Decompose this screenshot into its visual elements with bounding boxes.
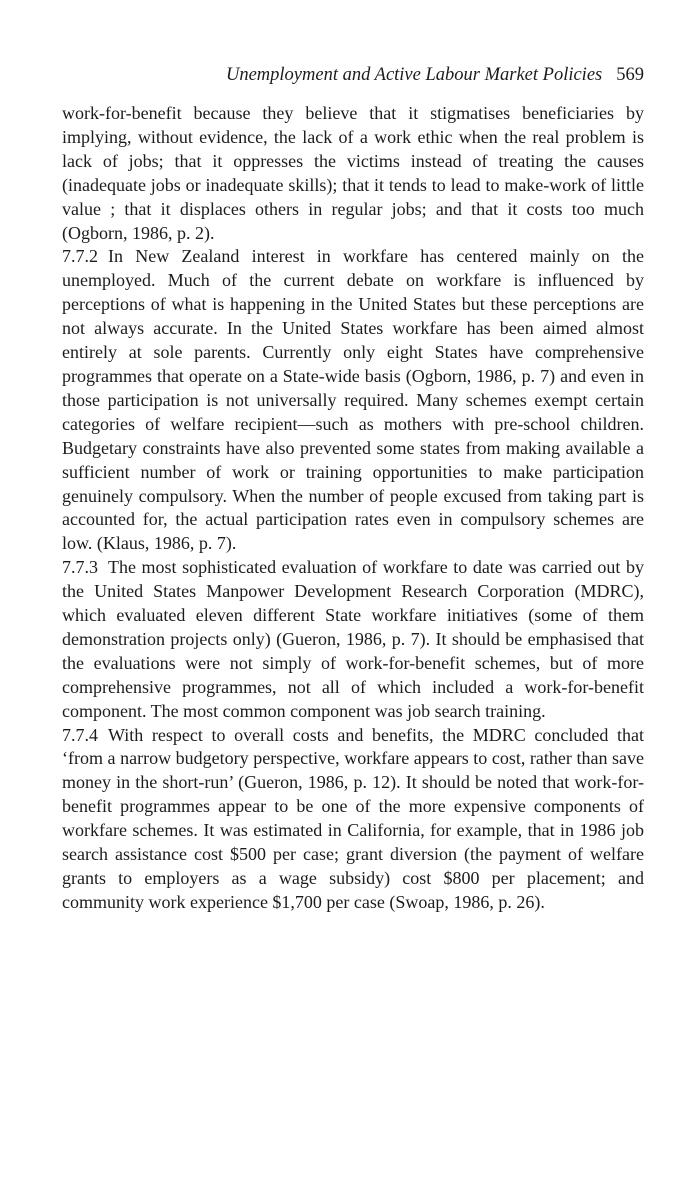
paragraph-7-7-2	[62, 245, 644, 556]
paragraph-number: 7.7.2	[62, 246, 98, 267]
running-head-title: Unemployment and Active Labour Market Policies	[225, 65, 603, 85]
running-head	[62, 62, 644, 88]
paragraph-number: 7.7.4	[62, 724, 98, 745]
paragraph-number: 7.7.3	[62, 557, 98, 578]
book-page	[62, 62, 644, 915]
paragraph-7-7-3	[62, 556, 644, 723]
page-number: 569	[616, 65, 644, 85]
paragraph-continued	[62, 102, 644, 245]
paragraph-7-7-4	[62, 724, 644, 915]
body-text	[62, 102, 644, 915]
paragraph-text: work-for-benefit because they believe that it stigmatises beneficiaries by implying, without evidence, the lack of a work ethic when the real problem is lack of jobs; that it oppresses the victims instead of treating the causes (inadequate jobs or inadequate skills); that it tends to lead to make-work of little value ; that it displaces others in regular jobs; and that it costs too much (Ogborn, 1986, p. 2).	[62, 103, 644, 243]
paragraph-text: With respect to overall costs and benefits, the MDRC concluded that ‘from a narrow budgetory perspective, workfare appears to cost, rather than save money in the short-run’ (Gueron, 1986, p. 12). It should be noted that work-for-benefit programmes appear to be one of the more expensive components of workfare schemes. It was estimated in California, for example, that in 1986 job search assistance cost $500 per case; grant diversion (the payment of welfare grants to employers as a wage subsidy) cost $800 per placement; and community work experience $1,700 per case (Swoap, 1986, p. 26).	[62, 724, 644, 912]
paragraph-text: In New Zealand interest in workfare has centered mainly on the unemployed. Much of the current debate on workfare is influenced by perceptions of what is happening in the United States but these perceptions are not always accurate. In the United States workfare has been aimed almost entirely at sole parents. Currently only eight States have comprehensive programmes that operate on a State-wide basis (Ogborn, 1986, p. 7) and even in those participation is not universally required. Many schemes exempt certain categories of welfare recipient—such as mothers with pre-school children. Budgetary constraints have also prevented some states from making available a sufficient number of work or training opportunities to make participation genuinely compulsory. When the number of people excused from taking part is accounted for, the actual participation rates even in compulsory schemes are low. (Klaus, 1986, p. 7).	[62, 246, 644, 554]
paragraph-text: The most sophisticated evaluation of workfare to date was carried out by the United States Manpower Development Research Corporation (MDRC), which evaluated eleven different State workfare initiatives (some of them demonstration projects only) (Gueron, 1986, p. 7). It should be emphasised that the evaluations were not simply of work-for-benefit schemes, but of more comprehensive programmes, not all of which included a work-for-benefit component. The most common component was job search training.	[62, 557, 644, 721]
